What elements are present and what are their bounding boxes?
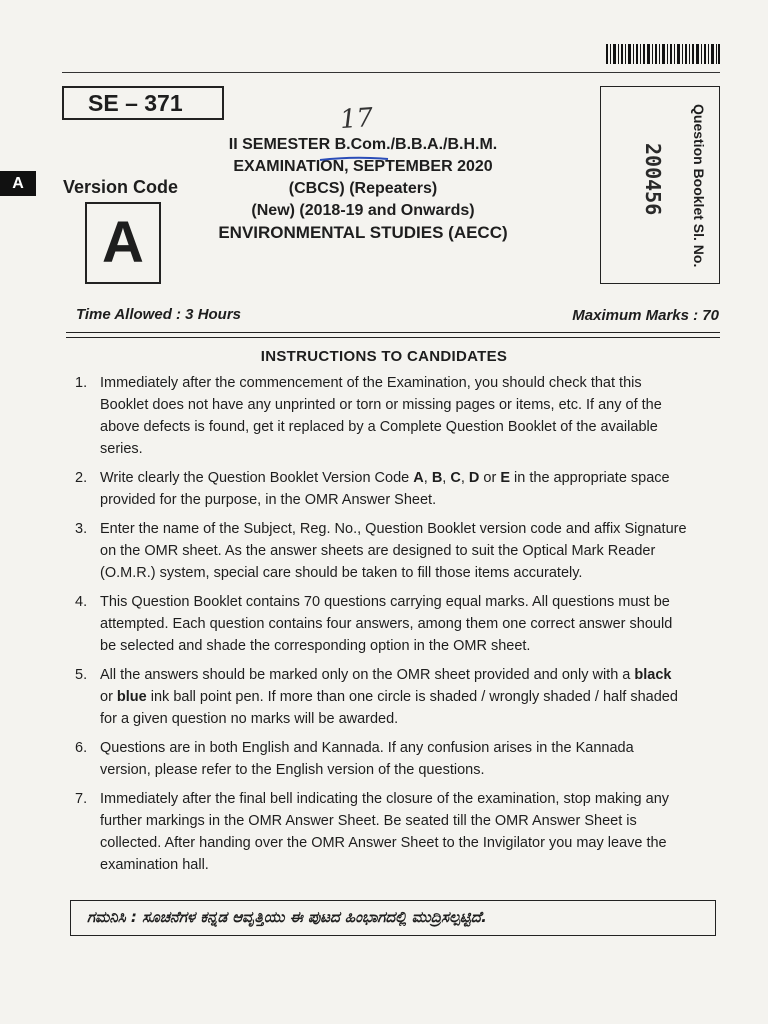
exam-heading (196, 134, 530, 244)
instruction-text: Write clearly the Question Booklet Version Code A, B, C, D or E in the appropriate space provided for the purpose, in the OMR Answer Sheet. (100, 470, 670, 508)
instructions-title: INSTRUCTIONS TO CANDIDATES (260, 348, 508, 365)
pen-underline-mark (318, 155, 390, 163)
top-divider (62, 72, 720, 73)
kannada-note-box (70, 900, 716, 936)
instruction-item (72, 467, 688, 511)
question-booklet-serial-box (600, 86, 720, 284)
instruction-text: Enter the name of the Subject, Reg. No., Question Booklet version code and affix Signature on the OMR sheet. As the answer sheets are designed to suit the Optical Mark Reader (O.M.R.) system, special care should be taken to fill those items accurately. (100, 521, 687, 581)
version-code-box: A (85, 202, 161, 284)
instruction-text: All the answers should be marked only on the OMR sheet provided and only with a black or blue ink ball point pen. If more than one circle is shaded / wrongly shaded / half shaded for a given question no marks will be awarded. (100, 667, 678, 727)
heading-line-syllabus: (New) (2018-19 and Onwards) (251, 202, 475, 219)
instruction-number: 3. (75, 521, 88, 537)
kannada-note: ಗಮನಿಸಿ : ಸೂಚನೆಗಳ ಕನ್ನಡ ಆವೃತ್ತಿಯು ಈ ಪುಟದ ಹಿಂಭಾಗದಲ್ಲಿ ಮುದ್ರಿಸಲ್ಪಟ್ಟಿದೆ. (87, 908, 487, 926)
instruction-number: 7. (75, 791, 88, 807)
instruction-item (72, 664, 688, 730)
instruction-number: 5. (75, 667, 88, 683)
version-side-tab: A (0, 171, 36, 196)
instruction-number: 2. (75, 470, 88, 486)
instruction-number: 4. (75, 594, 88, 610)
instruction-text: Immediately after the final bell indicating the closure of the examination, stop making any further markings in the OMR Answer Sheet. Be seated till the OMR Answer Sheet is collected. After handing over the OMR Answer Sheet to the Invigilator you may leave the examination hall. (100, 791, 670, 873)
instruction-text: Questions are in both English and Kannada. If any confusion arises in the Kannada version, please refer to the English version of the questions. (100, 740, 634, 778)
instruction-number: 1. (75, 375, 88, 391)
maximum-marks: Maximum Marks : 70 (572, 307, 719, 324)
heading-line-examination: EXAMINATION, SEPTEMBER 2020 (233, 158, 493, 175)
heading-line-scheme: (CBCS) (Repeaters) (288, 180, 438, 197)
exam-code: SE – 371 (88, 90, 183, 116)
instruction-item (72, 788, 688, 876)
heading-line-semester: II SEMESTER B.Com./B.B.A./B.H.M. (228, 136, 498, 153)
instruction-text: This Question Booklet contains 70 questions carrying equal marks. All questions must be attempted. Each question contains four answers, among them one correct answer should be selected and shade the corresponding option in the OMR sheet. (100, 594, 673, 654)
time-allowed: Time Allowed : 3 Hours (76, 306, 242, 323)
instruction-item (72, 518, 688, 584)
serial-number: 200456 (641, 143, 665, 216)
instructions-list (72, 372, 688, 883)
handwritten-number: 17 (338, 102, 375, 136)
instruction-number: 6. (75, 740, 88, 756)
instruction-text: Immediately after the commencement of the Examination, you should check that this Booklet does not have any unprinted or torn or missing pages or items, etc. If any of the above defects is found, get it replaced by a Complete Question Booklet of the available series. (100, 375, 662, 457)
instruction-item (72, 737, 688, 781)
version-code-label: Version Code (63, 177, 179, 197)
double-divider (66, 332, 720, 338)
instruction-item (72, 372, 688, 460)
barcode (606, 44, 720, 64)
exam-code-box (62, 86, 224, 120)
instruction-item (72, 591, 688, 657)
serial-label: Question Booklet Sl. No. (691, 104, 707, 268)
heading-line-subject: ENVIRONMENTAL STUDIES (AECC) (218, 223, 508, 242)
